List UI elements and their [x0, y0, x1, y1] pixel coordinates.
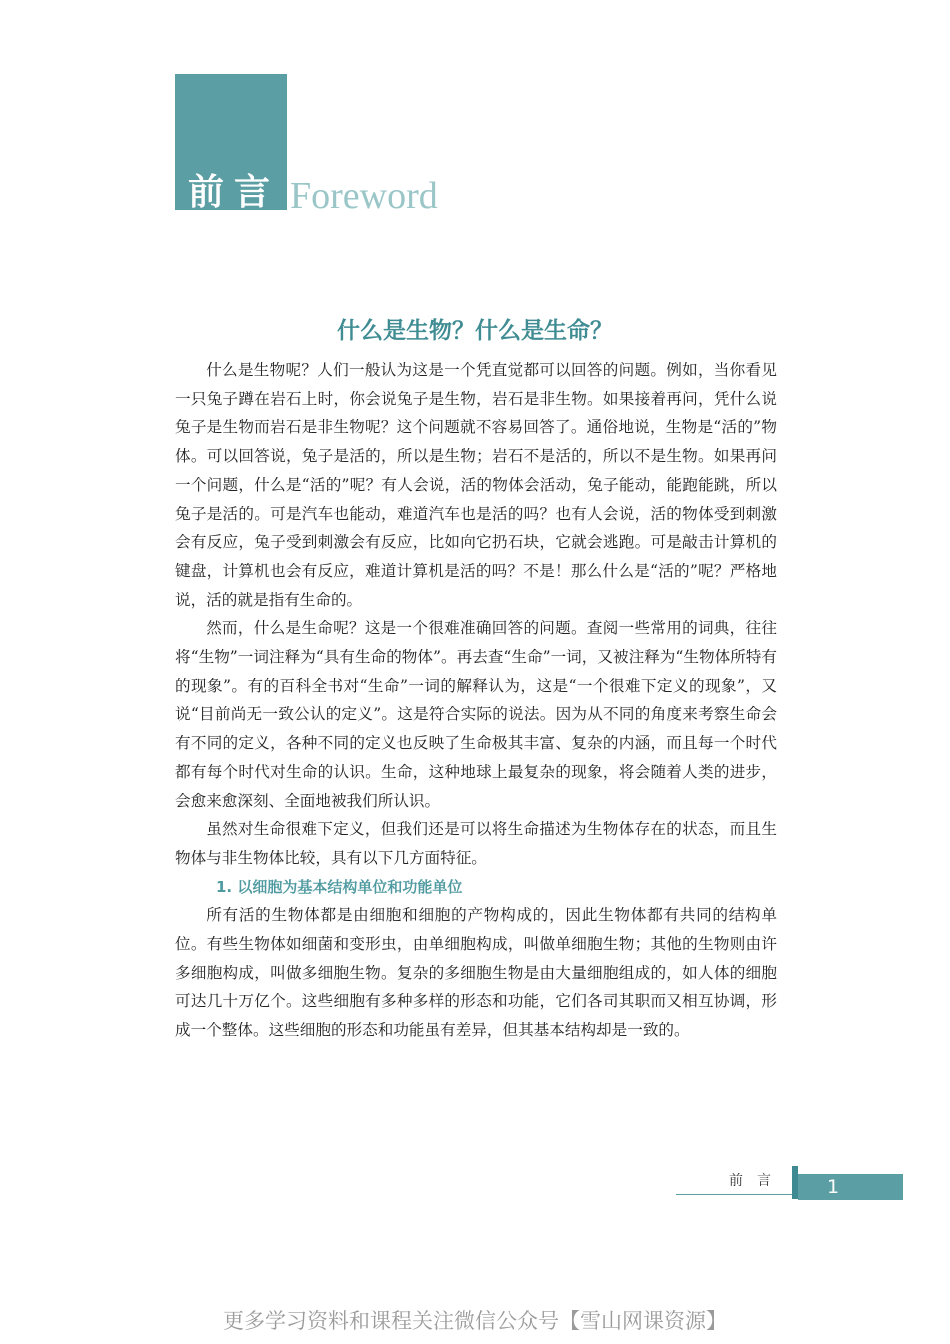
page-number: 1 [826, 1176, 840, 1198]
article-body [175, 356, 777, 1045]
page-number-box [798, 1174, 903, 1200]
footer-rule [676, 1194, 793, 1195]
section-heading: 1. 以细胞为基本结构单位和功能单位 [216, 877, 463, 896]
chapter-title-en: Foreword [290, 175, 438, 217]
paragraph: 然而，什么是生命呢？这是一个很难准确回答的问题。查阅一些常用的词典，往往将“生物”一词注释为“具有生命的物体”。再去查“生命”一词，又被注释为“生物体所特有的现象”。有的百科全书对“生命”一词的解释认为，这是“一个很难下定义的现象”，又说“目前尚无一致公认的定义”。这是符合实际的说法。因为从不同的角度来考察生命会有不同的定义，各种不同的定义也反映了生命极其丰富、复杂的内涵，而且每一个时代都有每个时代对生命的认识。生命，这种地球上最复杂的现象，将会随着人类的进步，会愈来愈深刻、全面地被我们所认识。 [175, 619, 777, 810]
paragraph: 什么是生物呢？人们一般认为这是一个凭直觉都可以回答的问题。例如，当你看见一只兔子蹲在岩石上时，你会说兔子是生物，岩石是非生物。如果接着再问，凭什么说兔子是生物而岩石是非生物呢？这个问题就不容易回答了。通俗地说，生物是“活的”物体。可以回答说，兔子是活的，所以是生物；岩石不是活的，所以不是生物。如果再问一个问题，什么是“活的”呢？有人会说，活的物体会活动，兔子能动，能跑能跳，所以兔子是活的。可是汽车也能动，难道汽车也是活的吗？也有人会说，活的物体受到刺激会有反应，兔子受到刺激会有反应，比如向它扔石块，它就会逃跑。可是敲击计算机的键盘，计算机也会有反应，难道计算机是活的吗？不是！那么什么是“活的”呢？严格地说，活的就是指有生命的。 [175, 361, 777, 609]
watermark-note: 更多学习资料和课程关注微信公众号【雪山网课资源】 [223, 1309, 727, 1333]
chapter-title-cn: 前言 [188, 171, 281, 213]
paragraph: 所有活的生物体都是由细胞和细胞的产物构成的，因此生物体都有共同的结构单位。有些生物体如细菌和变形虫，由单细胞构成，叫做单细胞生物；其他的生物则由许多细胞构成，叫做多细胞生物。复杂的多细胞生物是由大量细胞组成的，如人体的细胞可达几十万亿个。这些细胞有多种多样的形态和功能，它们各司其职而又相互协调，形成一个整体。这些细胞的形态和功能虽有差异，但其基本结构却是一致的。 [175, 906, 777, 1040]
footer-section-label: 前言 [729, 1173, 785, 1189]
paragraph: 虽然对生命很难下定义，但我们还是可以将生命描述为生物体存在的状态，而且生物体与非生物体比较，具有以下几方面特征。 [175, 820, 777, 867]
article-title: 什么是生物？什么是生命？ [337, 317, 613, 344]
